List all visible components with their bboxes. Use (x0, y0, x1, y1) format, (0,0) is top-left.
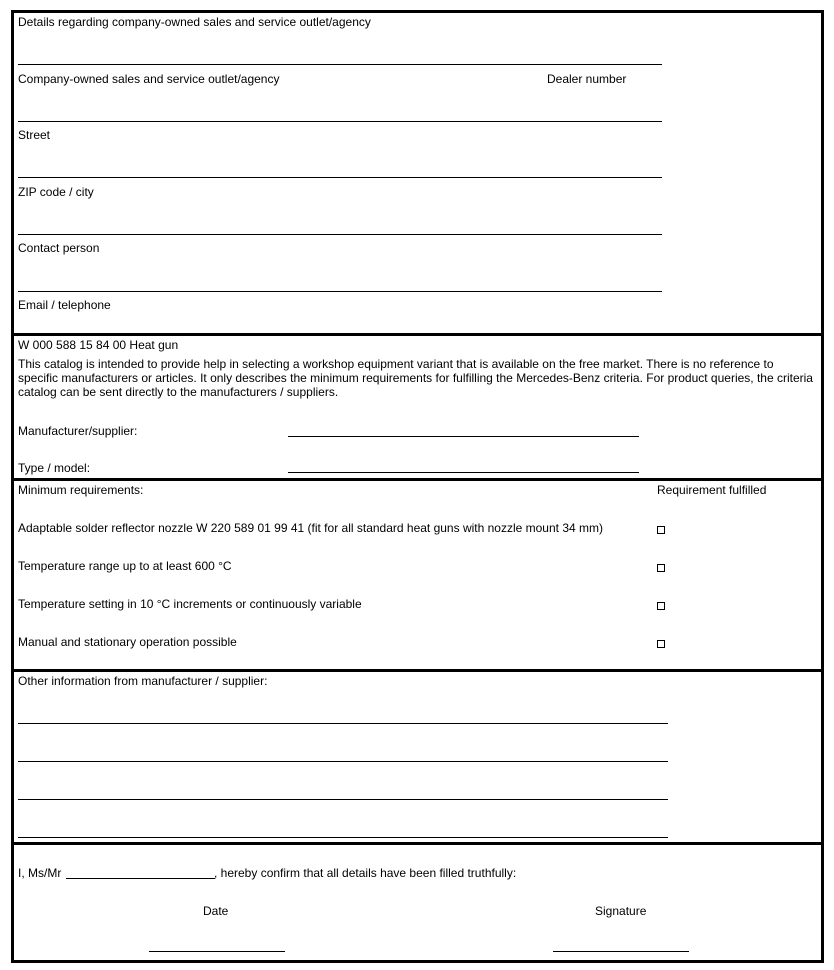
requirements-heading: Minimum requirements: (18, 483, 144, 497)
requirement-checkbox[interactable] (657, 564, 665, 572)
zip-city-line[interactable] (18, 177, 662, 178)
street-label: Street (18, 128, 51, 142)
other-info-line[interactable] (18, 799, 668, 800)
confirmation-section (14, 845, 821, 960)
confirmation-suffix: , hereby confirm that all details have been filled truthfully: (214, 866, 517, 880)
dealer-number-label: Dealer number (547, 72, 627, 86)
date-label: Date (203, 904, 229, 918)
outlet-name-line[interactable] (18, 64, 662, 65)
outlet-name-label: Company-owned sales and service outlet/agency (18, 72, 280, 86)
product-title: W 000 588 15 84 00 Heat gun (18, 338, 179, 352)
date-line[interactable] (149, 951, 285, 952)
manufacturer-label: Manufacturer/supplier: (18, 424, 138, 438)
zip-city-label: ZIP code / city (18, 185, 94, 199)
product-description: This catalog is intended to provide help in selecting a workshop equipment variant that is available on the free market. There is no reference to specific manufacturers or articles. It only describes the minimum requirements for fulfilling the Mercedes-Benz criteria. For product queries, the criteria catalog can be sent directly to the manufacturers / suppliers. (18, 357, 813, 399)
other-info-line[interactable] (18, 723, 668, 724)
contact-person-line[interactable] (18, 234, 662, 235)
requirement-item: Adaptable solder reflector nozzle W 220 589 01 99 41 (fit for all standard heat guns with nozzle mount 34 mm) (18, 521, 603, 535)
requirement-item: Temperature range up to at least 600 °C (18, 559, 232, 573)
type-model-label: Type / model: (18, 461, 91, 475)
email-telephone-line[interactable] (18, 291, 662, 292)
name-line[interactable] (66, 878, 215, 879)
requirement-checkbox[interactable] (657, 526, 665, 534)
requirement-fulfilled-heading: Requirement fulfilled (657, 483, 767, 497)
outlet-heading: Details regarding company-owned sales and service outlet/agency (18, 15, 371, 29)
signature-line[interactable] (553, 951, 689, 952)
requirement-checkbox[interactable] (657, 602, 665, 610)
confirmation-prefix: I, Ms/Mr (18, 866, 62, 880)
other-info-line[interactable] (18, 837, 668, 838)
product-section (14, 336, 821, 480)
requirements-section (14, 481, 821, 669)
email-telephone-label: Email / telephone (18, 298, 111, 312)
other-info-line[interactable] (18, 761, 668, 762)
other-info-section (14, 672, 821, 843)
signature-label: Signature (595, 904, 647, 918)
manufacturer-line[interactable] (288, 436, 639, 437)
outlet-section (14, 13, 821, 335)
type-model-line[interactable] (288, 472, 639, 473)
contact-person-label: Contact person (18, 241, 100, 255)
street-line[interactable] (18, 121, 662, 122)
requirement-item: Manual and stationary operation possible (18, 635, 237, 649)
criteria-form (11, 10, 824, 963)
requirement-checkbox[interactable] (657, 640, 665, 648)
other-info-heading: Other information from manufacturer / supplier: (18, 674, 268, 688)
requirement-item: Temperature setting in 10 °C increments or continuously variable (18, 597, 362, 611)
